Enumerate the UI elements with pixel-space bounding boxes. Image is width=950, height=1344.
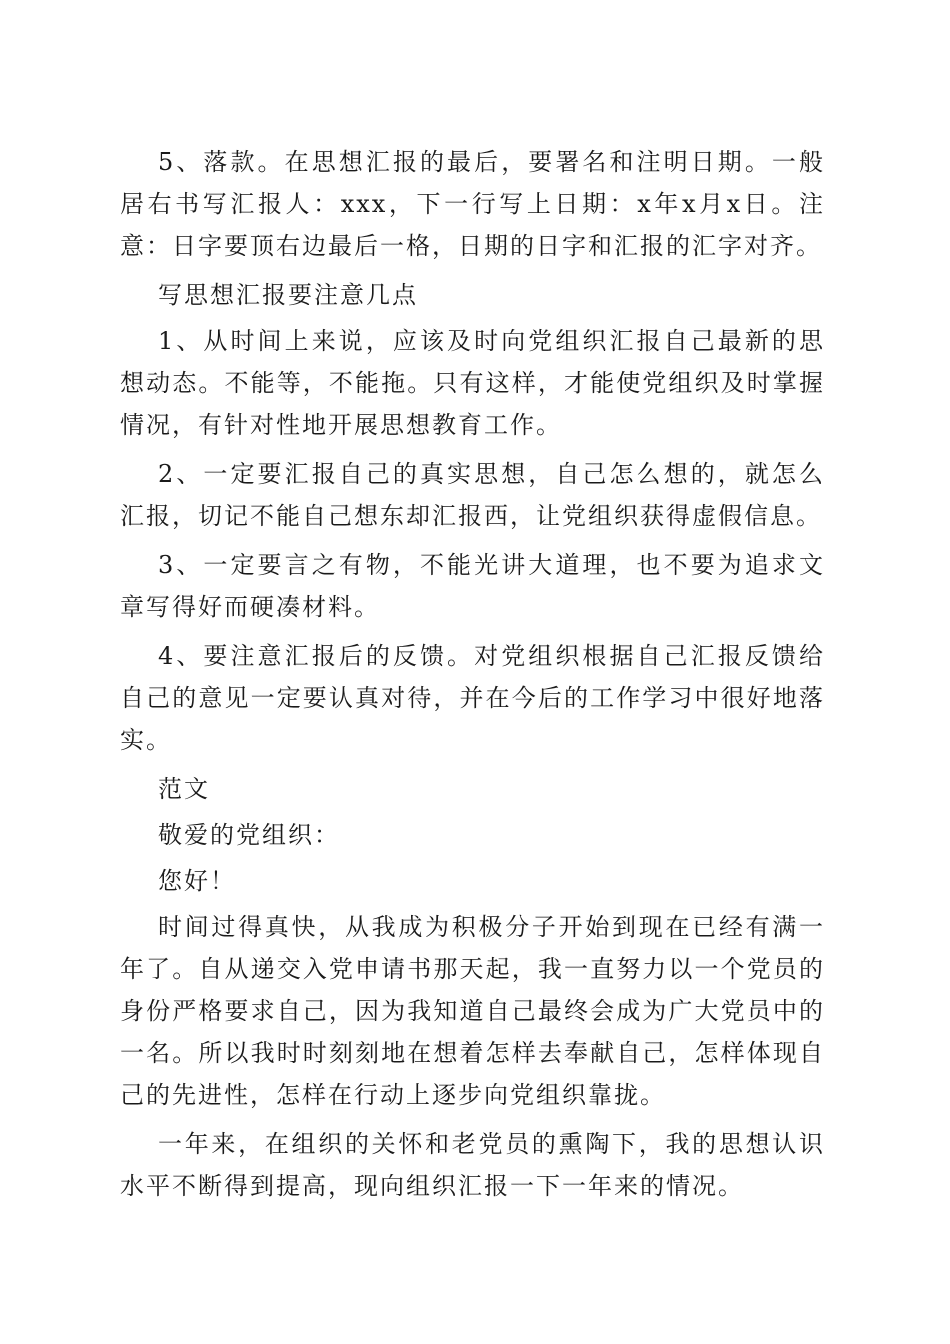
paragraph-note-2: 2、一定要汇报自己的真实思想，自己怎么想的，就怎么汇报，切记不能自己想东却汇报西，让党组织获得虚假信息。 — [120, 460, 825, 530]
paragraph-note-3: 3、一定要言之有物，不能光讲大道理，也不要为追求文章写得好而硬凑材料。 — [120, 551, 825, 621]
paragraph-signature-rule: 5、落款。在思想汇报的最后，要署名和注明日期。一般居右书写汇报人：xxx，下一行写上日期：x年x月x日。注意：日字要顶右边最后一格，日期的日字和汇报的汇字对齐。 — [120, 148, 825, 260]
salutation: 敬爱的党组织： — [158, 821, 340, 849]
section-heading-sample: 范文 — [158, 775, 210, 803]
document-body — [120, 141, 825, 1214]
paragraph-sample-body-1: 时间过得真快，从我成为积极分子开始到现在已经有满一年了。自从递交入党申请书那天起，我一直努力以一个党员的身份严格要求自己，因为我知道自己最终会成为广大党员中的一名。所以我时时刻刻地在想着怎样去奉献自己，怎样体现自己的先进性，怎样在行动上逐步向党组织靠拢。 — [120, 913, 825, 1109]
section-heading-notes: 写思想汇报要注意几点 — [158, 281, 418, 309]
paragraph-sample-body-2: 一年来，在组织的关怀和老党员的熏陶下，我的思想认识水平不断得到提高，现向组织汇报一下一年来的情况。 — [120, 1130, 825, 1200]
paragraph-note-1: 1、从时间上来说，应该及时向党组织汇报自己最新的思想动态。不能等，不能拖。只有这样，才能使党组织及时掌握情况，有针对性地开展思想教育工作。 — [120, 327, 825, 439]
greeting: 您好！ — [158, 867, 236, 895]
paragraph-note-4: 4、要注意汇报后的反馈。对党组织根据自己汇报反馈给自己的意见一定要认真对待，并在今后的工作学习中很好地落实。 — [120, 642, 825, 754]
